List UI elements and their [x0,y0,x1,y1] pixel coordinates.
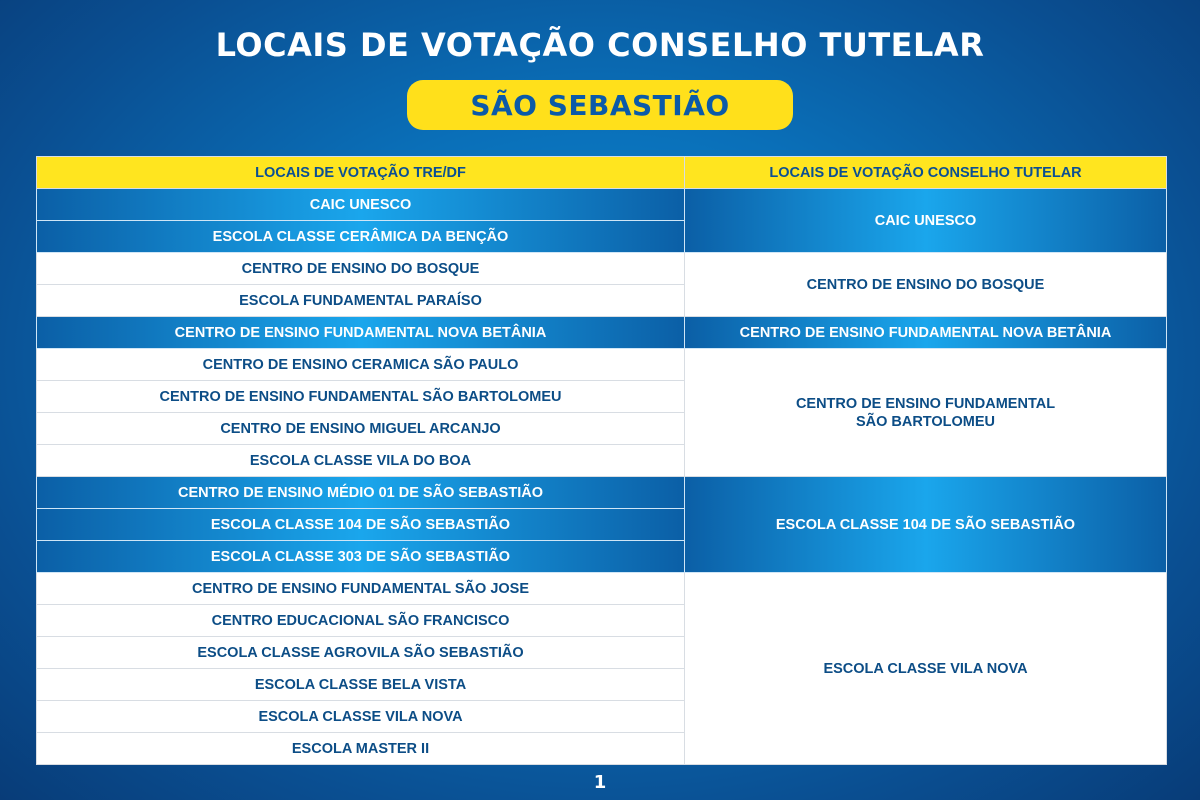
tre-location-cell: ESCOLA CLASSE 303 DE SÃO SEBASTIÃO [37,541,685,573]
tre-location-cell: CENTRO DE ENSINO MÉDIO 01 DE SÃO SEBASTIÃO [37,477,685,509]
region-badge [407,80,793,130]
conselho-location-cell: CAIC UNESCO [685,189,1167,253]
table-row [37,189,1167,221]
header-conselho-tutelar: LOCAIS DE VOTAÇÃO CONSELHO TUTELAR [685,157,1167,189]
page-title: LOCAIS DE VOTAÇÃO CONSELHO TUTELAR [215,26,985,64]
tre-location-cell: CENTRO DE ENSINO FUNDAMENTAL NOVA BETÂNIA [37,317,685,349]
tre-location-cell: ESCOLA CLASSE VILA NOVA [37,701,685,733]
tre-location-cell: ESCOLA CLASSE CERÂMICA DA BENÇÃO [37,221,685,253]
header-tre-df: LOCAIS DE VOTAÇÃO TRE/DF [37,157,685,189]
table-row [37,477,1167,509]
tre-location-cell: ESCOLA CLASSE 104 DE SÃO SEBASTIÃO [37,509,685,541]
tre-location-cell: CENTRO DE ENSINO FUNDAMENTAL SÃO JOSE [37,573,685,605]
tre-location-cell: ESCOLA CLASSE VILA DO BOA [37,445,685,477]
tre-location-cell: ESCOLA FUNDAMENTAL PARAÍSO [37,285,685,317]
table-body [37,189,1167,765]
tre-location-cell: ESCOLA CLASSE BELA VISTA [37,669,685,701]
tre-location-cell: ESCOLA CLASSE AGROVILA SÃO SEBASTIÃO [37,637,685,669]
page-number: 1 [593,772,607,793]
tre-location-cell: CENTRO DE ENSINO CERAMICA SÃO PAULO [37,349,685,381]
table-row [37,573,1167,605]
tre-location-cell: CENTRO EDUCACIONAL SÃO FRANCISCO [37,605,685,637]
conselho-location-cell: CENTRO DE ENSINO FUNDAMENTAL NOVA BETÂNIA [685,317,1167,349]
table-row [37,349,1167,381]
conselho-location-cell: CENTRO DE ENSINO FUNDAMENTAL SÃO BARTOLOMEU [685,349,1167,477]
conselho-location-cell: ESCOLA CLASSE 104 DE SÃO SEBASTIÃO [685,477,1167,573]
tre-location-cell: CENTRO DE ENSINO DO BOSQUE [37,253,685,285]
table-row [37,253,1167,285]
table-row [37,317,1167,349]
conselho-location-cell: CENTRO DE ENSINO DO BOSQUE [685,253,1167,317]
tre-location-cell: ESCOLA MASTER II [37,733,685,765]
tre-location-cell: CENTRO DE ENSINO FUNDAMENTAL SÃO BARTOLOMEU [37,381,685,413]
voting-locations-table [36,156,1167,765]
tre-location-cell: CENTRO DE ENSINO MIGUEL ARCANJO [37,413,685,445]
region-name: SÃO SEBASTIÃO [470,88,730,122]
conselho-location-cell: ESCOLA CLASSE VILA NOVA [685,573,1167,765]
tre-location-cell: CAIC UNESCO [37,189,685,221]
table-header-row [37,157,1167,189]
